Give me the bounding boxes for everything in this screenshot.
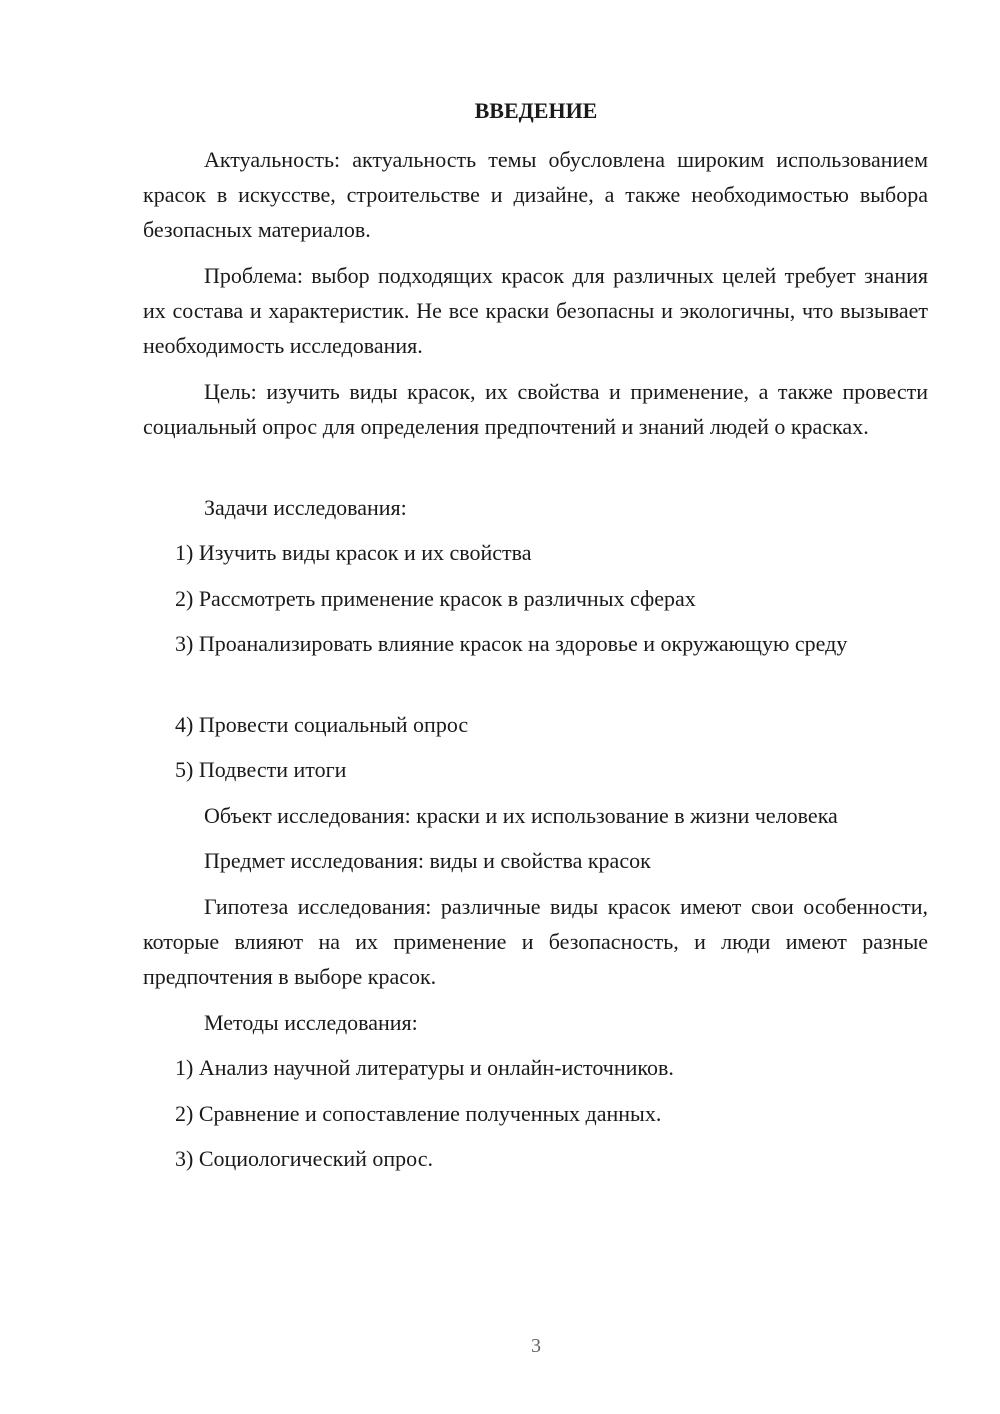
page-number: 3 — [531, 1335, 541, 1357]
methods-heading: Методы исследования: — [204, 1010, 418, 1035]
task-item-1: 1) Изучить виды красок и их свойства — [175, 540, 532, 565]
method-item-1: 1) Анализ научной литературы и онлайн-источников. — [175, 1055, 674, 1080]
task-item-2: 2) Рассмотреть применение красок в различных сферах — [175, 586, 696, 611]
object-paragraph: Объект исследования: краски и их использование в жизни человека — [204, 803, 838, 828]
task-item-3: 3) Проанализировать влияние красок на здоровье и окружающую среду — [175, 631, 848, 656]
task-item-4: 4) Провести социальный опрос — [175, 712, 469, 737]
tasks-heading: Задачи исследования: — [204, 495, 407, 520]
task-item-5: 5) Подвести итоги — [175, 757, 347, 782]
method-item-3: 3) Социологический опрос. — [175, 1146, 433, 1171]
method-item-2: 2) Сравнение и сопоставление полученных данных. — [175, 1101, 662, 1126]
subject-paragraph: Предмет исследования: виды и свойства красок — [204, 848, 651, 873]
problem-paragraph: Проблема: выбор подходящих красок для различных целей требует знания их состава и характеристик. Не все краски безопасны и экологичны, что вызывает необходимость исследования. — [143, 263, 928, 358]
relevance-paragraph: Актуальность: актуальность темы обусловлена широким использованием красок в искусстве, строительстве и дизайне, а также необходимостью выбора безопасных материалов. — [143, 147, 928, 242]
section-heading: ВВЕДЕНИЕ — [474, 98, 598, 123]
goal-paragraph: Цель: изучить виды красок, их свойства и применение, а также провести социальный опрос для определения предпочтений и знаний людей о красках. — [143, 379, 928, 439]
hypothesis-paragraph: Гипотеза исследования: различные виды красок имеют свои особенности, которые влияют на их применение и безопасность, и люди имеют разные предпочтения в выборе красок. — [143, 894, 928, 989]
